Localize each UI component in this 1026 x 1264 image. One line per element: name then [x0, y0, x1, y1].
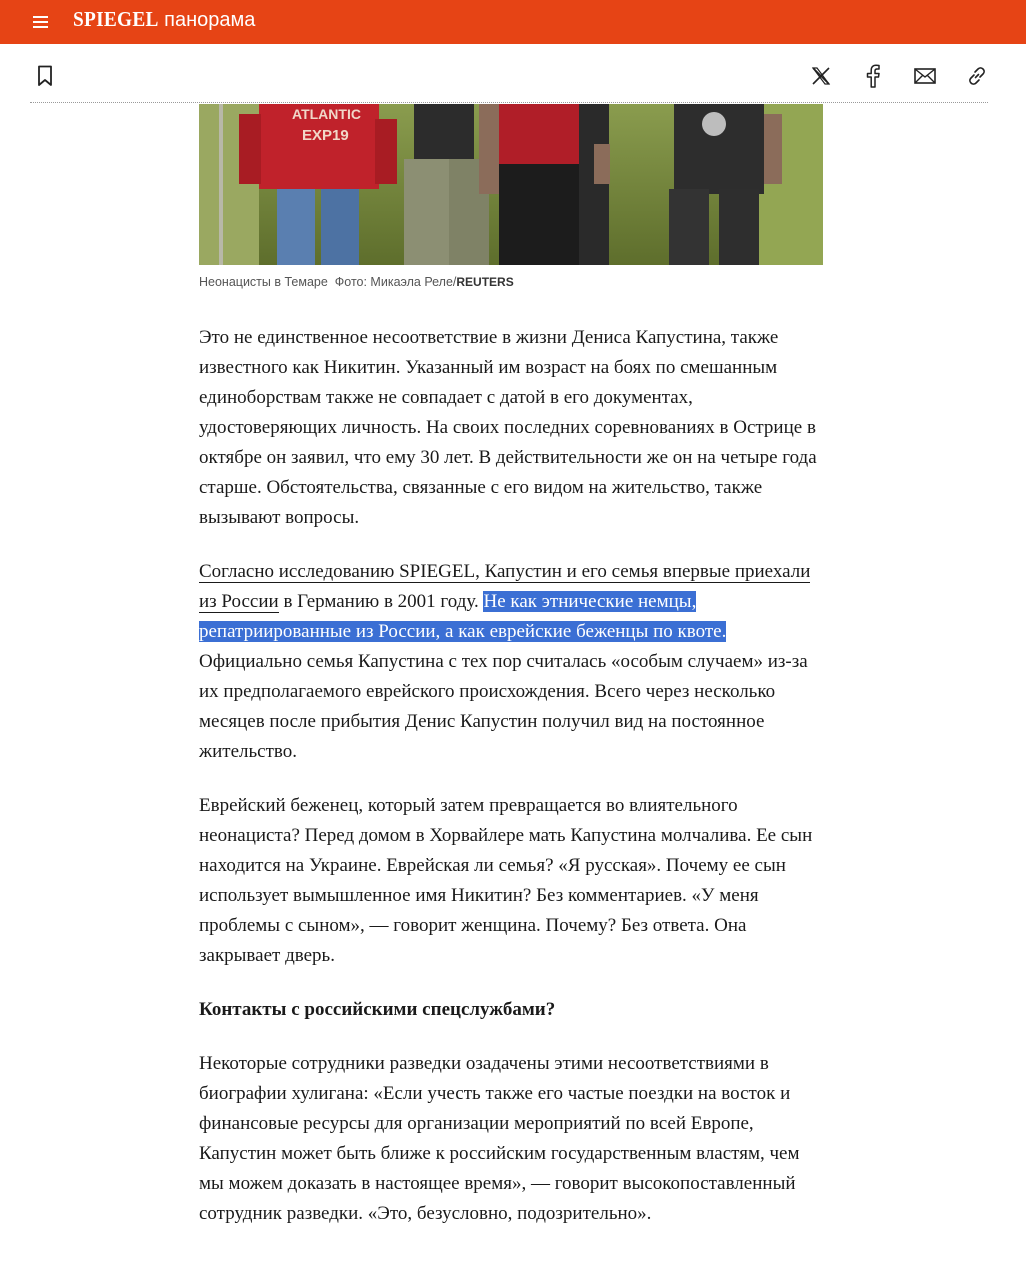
highlighted-text[interactable]: Не как этнические немцы, репатриированные из России, а как еврейские беженцы по квоте.: [199, 591, 727, 642]
paragraph-2-text-b: Официально семья Капустина с тех пор считалась «особым случаем» из-за их предполагаемого еврейского происхождения. Всего через несколько месяцев после прибытия Денис Капустин получил вид на постоянное жительство.: [199, 651, 808, 762]
subheading: Контакты с российскими спецслужбами?: [199, 999, 556, 1020]
photo-agency: REUTERS: [456, 275, 514, 289]
article-body: [199, 323, 827, 1253]
x-icon[interactable]: [806, 61, 836, 91]
brand[interactable]: [73, 7, 255, 32]
paragraph-1: Это не единственное несоответствие в жизни Дениса Капустина, также известного как Никитин. Указанный им возраст на боях по смешанным единоборствам также не совпадает с датой в его документах, удостоверяющих личность. На своих последних соревнованиях в Острице в октябре он заявил, что ему 30 лет. В действительности же он на четыре года старше. Обстоятельства, связанные с его видом на жительство, также вызывают вопросы.: [199, 327, 817, 528]
paragraph-4: Некоторые сотрудники разведки озадачены этими несоответствиями в биографии хулигана: «Если учесть также его частые поездки на восток и финансовые ресурсы для организации мероприятий по всей Европе, Капустин может быть ближе к российским государственным властям, чем мы можем доказать в настоящее время», — говорит высокопоставленный сотрудник разведки. «Это, безусловно, подозрительно».: [199, 1053, 800, 1224]
link-icon[interactable]: [962, 61, 992, 91]
paragraph-2: [199, 557, 827, 767]
research-link[interactable]: Согласно исследованию SPIEGEL, Капустин и его семья впервые приехали из России: [199, 561, 811, 612]
section-name[interactable]: панорама: [164, 9, 256, 31]
bookmark-icon[interactable]: [30, 61, 60, 91]
article-photo: [199, 104, 823, 265]
paragraph-3: Еврейский беженец, который затем превращается во влиятельного неонациста? Перед домом в Хорвайлере мать Капустина молчалива. Ее сын находится на Украине. Еврейская ли семья? «Я русская». Почему ее сын использует вымышленное имя Никитин? Без комментариев. «У меня проблемы с сыном», — говорит женщина. Почему? Без ответа. Она закрывает дверь.: [199, 795, 813, 966]
shirt-text-1: ATLANTIC: [292, 106, 361, 122]
menu-icon[interactable]: [28, 11, 54, 33]
caption-text: Неонацисты в Темаре: [199, 275, 328, 289]
spiegel-logo[interactable]: SPIEGEL: [73, 7, 159, 31]
facebook-icon[interactable]: [858, 61, 888, 91]
paragraph-2-text-a: в Германию в 2001 году.: [278, 591, 484, 612]
photo-credit: Фото: Микаэла Реле/: [334, 275, 457, 289]
shirt-text-2: EXP19: [302, 127, 349, 144]
photo-caption: [199, 275, 514, 289]
top-navigation-bar: [0, 0, 1026, 44]
article-toolbar: [30, 52, 988, 103]
mail-icon[interactable]: [910, 61, 940, 91]
